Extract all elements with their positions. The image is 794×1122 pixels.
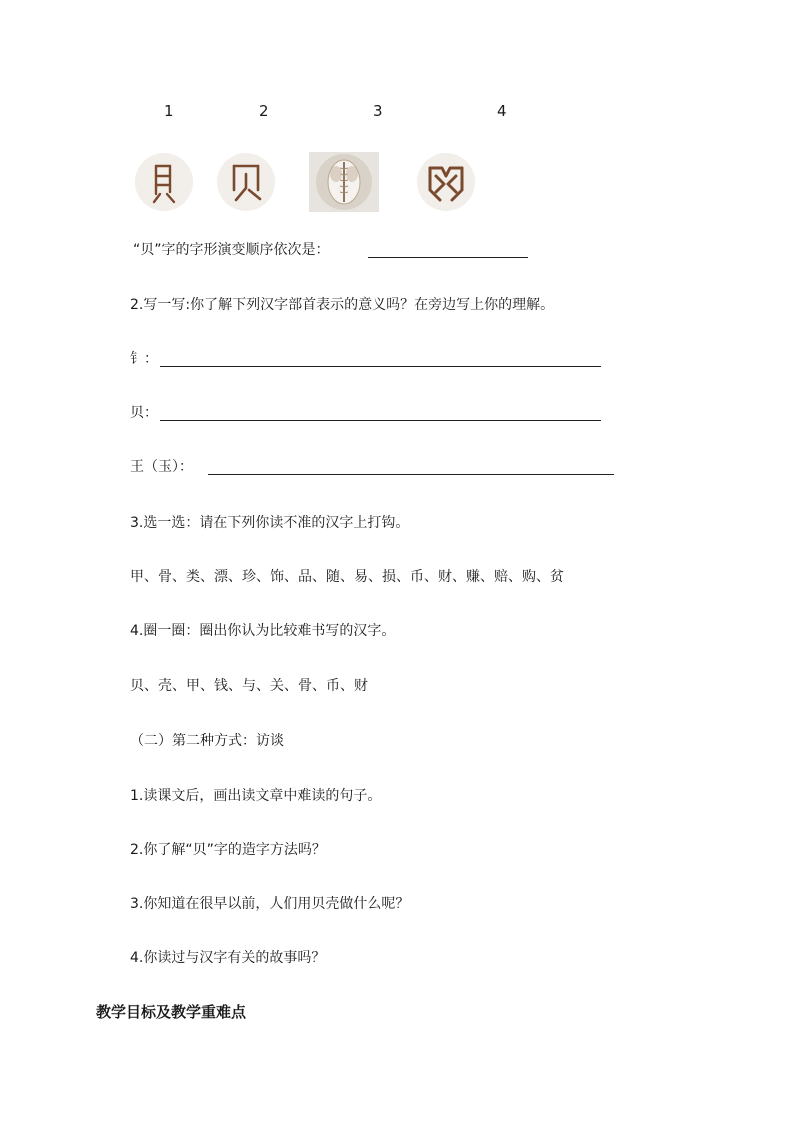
answer-blank[interactable] <box>160 420 601 421</box>
section-2-title: （二）第二种方式：访谈 <box>130 733 284 749</box>
number-label: 2 <box>259 102 269 120</box>
number-label: 4 <box>497 102 507 120</box>
bei-glyph-oracle-icon <box>134 152 194 212</box>
evolution-order-prompt: “贝”字的字形演变顺序依次是： <box>133 242 330 258</box>
radical-label-jin: 钅： <box>130 351 158 367</box>
section-heading: 教学目标及教学重难点 <box>96 1003 247 1021</box>
interview-question: 1.读课文后，画出读文章中难读的句子。 <box>130 788 382 804</box>
interview-question: 3.你知道在很早以前，人们用贝壳做什么呢？ <box>130 896 410 912</box>
cowrie-shell-photo-icon <box>309 152 379 212</box>
bei-glyph-modern-icon <box>216 152 276 212</box>
question-4-chars: 贝、壳、甲、钱、与、关、骨、币、财 <box>130 678 368 694</box>
question-4-title: 4.圈一圈：圈出你认为比较难书写的汉字。 <box>130 623 396 639</box>
answer-blank[interactable] <box>368 257 528 258</box>
question-2-title: 2.写一写:你了解下列汉字部首表示的意义吗？在旁边写上你的理解。 <box>130 297 555 313</box>
interview-question: 2.你了解“贝”字的造字方法吗？ <box>130 842 326 858</box>
answer-blank[interactable] <box>208 474 614 475</box>
number-label: 3 <box>373 102 383 120</box>
number-label: 1 <box>164 102 174 120</box>
radical-label-wang: 王（玉）： <box>130 459 193 475</box>
question-3-title: 3.选一选：请在下列你读不准的汉字上打钩。 <box>130 515 410 531</box>
bei-glyph-bronze-icon <box>416 152 476 212</box>
radical-label-bei: 贝： <box>130 405 158 421</box>
answer-blank[interactable] <box>160 366 601 367</box>
interview-question: 4.你读过与汉字有关的故事吗？ <box>130 950 326 966</box>
question-3-chars: 甲、骨、类、漂、珍、饰、品、随、易、损、币、财、赚、赔、购、贫 <box>130 569 564 585</box>
